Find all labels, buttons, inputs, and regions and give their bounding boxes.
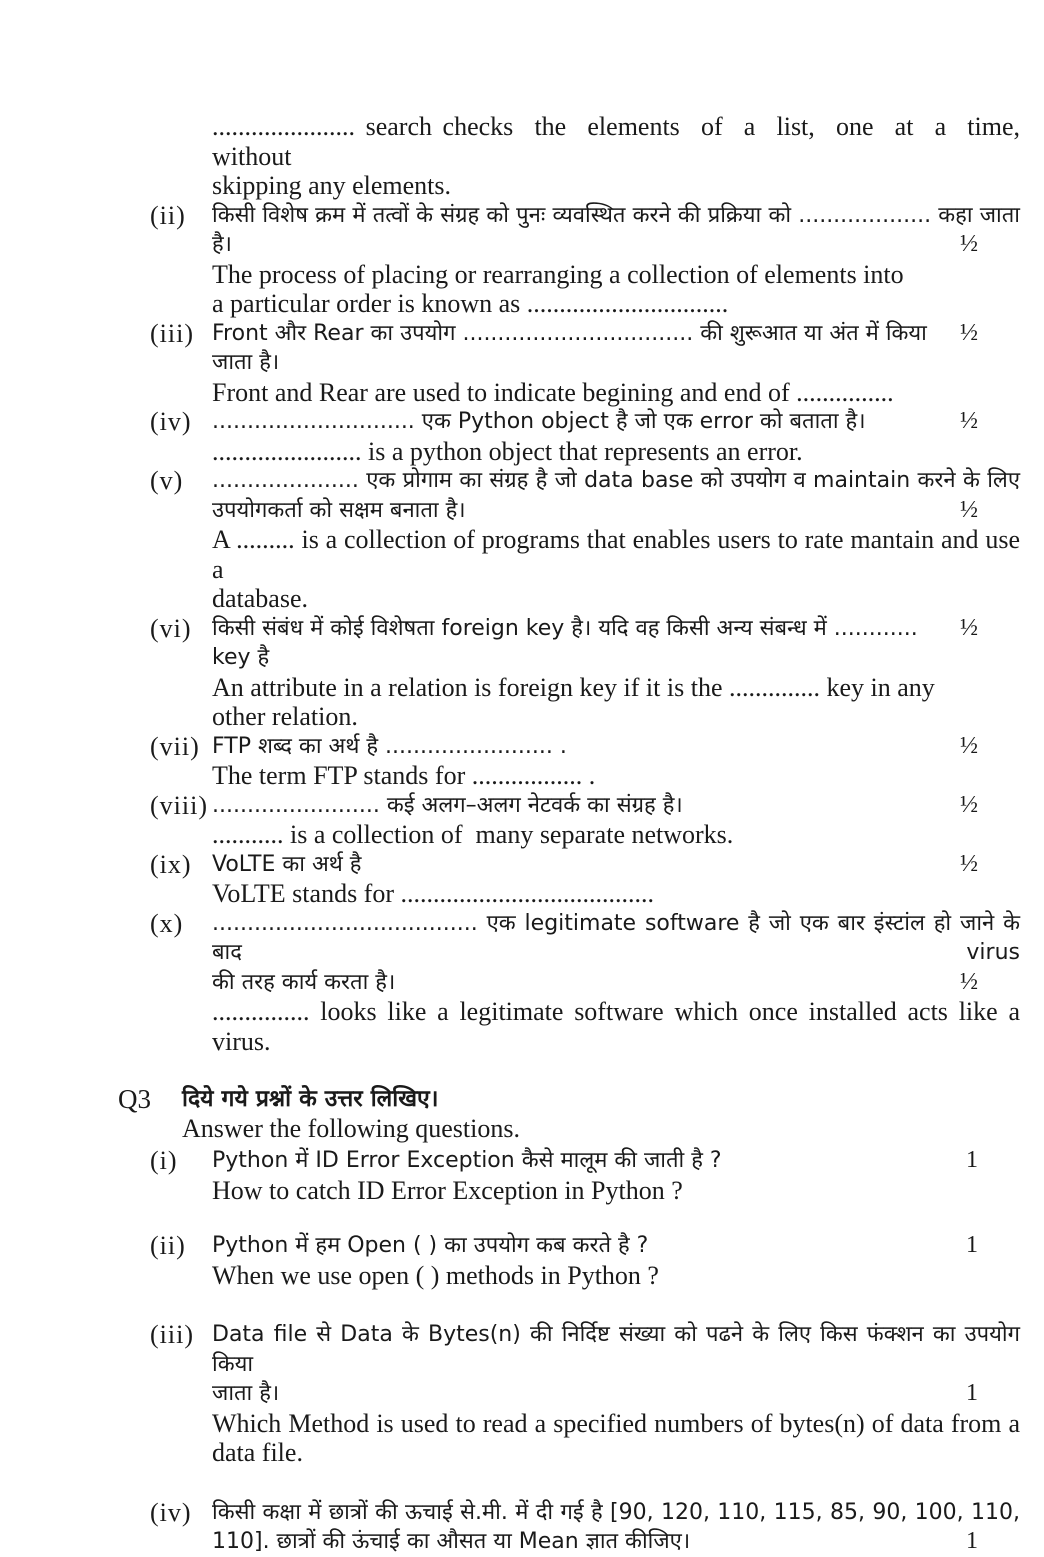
question-text: ..................... एक प्रोगाम का संग्रह है जो data base को उपयोग व maintain करने के लिए: [212, 468, 1020, 493]
question-line-en: [212, 112, 1033, 171]
question-line-en: [212, 1261, 1020, 1291]
item-body: [212, 909, 1027, 1057]
question-line-en: [212, 437, 1020, 467]
question-text: How to catch ID Error Exception in Python ?: [212, 1175, 683, 1205]
question-text: When we use open ( ) methods in Python ?: [212, 1260, 659, 1290]
item-marker: (ii): [150, 1231, 186, 1260]
question-item: [150, 1320, 1027, 1468]
question-item: [150, 319, 1020, 408]
question-text: VoLTE का अर्थ है: [212, 851, 362, 877]
item-body: [212, 1320, 1027, 1468]
question-item: [150, 112, 1033, 201]
question-text: किसी विशेष क्रम में तत्वों के संग्रह को पुनः व्यवस्थित करने की प्रक्रिया को ................... कहा जाता: [212, 202, 1020, 228]
question-line-hi: [212, 496, 1020, 526]
item-marker: (ii): [150, 200, 186, 230]
question-text: Python में ID Error Exception कैसे मालूम की जाती है ?: [212, 1148, 722, 1173]
question-item: [150, 791, 1020, 850]
question-text: The term FTP stands for ................. .: [212, 761, 596, 790]
item-marker: (vi): [150, 613, 192, 643]
item-marker: (iii): [150, 318, 194, 348]
question-line-en: [212, 260, 1020, 290]
question-line-en: [212, 879, 1020, 909]
question-line-hi: [212, 1527, 1020, 1557]
item-marker: (v): [150, 466, 184, 495]
q2-items-list: [150, 112, 1033, 1056]
question-text: The process of placing or rearranging a collection of elements into: [212, 259, 904, 289]
question-line-en: [212, 673, 1020, 703]
question-line-en: [212, 289, 1020, 319]
question-text: उपयोगकर्ता को सक्षम बनाता है।: [212, 497, 466, 523]
marks-value: ½: [960, 408, 978, 434]
question-line-en: [212, 525, 1027, 584]
question-line-hi: [212, 201, 1020, 231]
item-body: [212, 1146, 1020, 1205]
q3-heading-hindi: दिये गये प्रश्नों के उत्तर लिखिए।: [182, 1086, 439, 1112]
question-line-en: [212, 761, 1020, 791]
item-marker: (viii): [150, 790, 208, 820]
item-marker: (iv): [150, 1497, 192, 1527]
question-line-hi: [212, 1320, 1027, 1379]
question-line-hi: [212, 614, 1020, 673]
question-item: [150, 407, 1020, 466]
item-body: [212, 319, 1020, 408]
question-text: ....................... is a python object that represents an error.: [212, 436, 803, 466]
question-line-hi: [212, 1498, 1020, 1528]
item-body: [212, 1498, 1020, 1557]
question-text: ........................ कई अलग–अलग नेटवर्क का संग्रह है।: [212, 792, 683, 818]
question-text: Data file से Data के Bytes(n) की निर्दिष्ट संख्या को पढने के लिए किस फंक्शन का उपयोग किया: [212, 1322, 1027, 1377]
question-item: [150, 850, 1020, 909]
question-text: Which Method is used to read a specified numbers of bytes(n) of data from a: [212, 1408, 1020, 1438]
question-line-en: [212, 1409, 1020, 1439]
item-marker: (iv): [150, 407, 192, 436]
question-text: Front और Rear का उपयोग ................................. की शुरूआत या अंत में किया जाता है।: [212, 320, 934, 375]
item-body: [212, 1231, 1020, 1290]
question-line-hi: [212, 319, 1020, 378]
question-text: की तरह कार्य करता है।: [212, 969, 396, 995]
q3-items-list: [150, 1146, 1027, 1557]
marks-value: 1: [966, 1528, 978, 1554]
item-marker: (x): [150, 908, 184, 938]
question-line-hi: [212, 850, 1020, 880]
question-line-hi: [212, 466, 1020, 496]
question-line-hi: [212, 968, 1020, 998]
item-marker: (vii): [150, 731, 200, 761]
question-line-en: [212, 171, 1020, 201]
marks-value: ½: [960, 231, 978, 257]
question-line-en: [212, 997, 1027, 1056]
question-line-en: [212, 1176, 1020, 1206]
q3-number: Q3: [118, 1084, 151, 1114]
question-text: किसी कक्षा में छात्रों की ऊचाई से.मी. में दी गई है [90, 120, 110, 115, 85, 90, 100, 110,: [212, 1499, 1020, 1525]
question-text: ............................. एक Python object है जो एक error को बताता है।: [212, 409, 866, 434]
marks-value: ½: [960, 850, 978, 877]
question-line-hi: [212, 1379, 1020, 1409]
marks-value: 1: [966, 1147, 978, 1173]
question-line-hi: [212, 230, 1020, 260]
marks-value: ½: [960, 968, 978, 995]
item-body: [212, 112, 1033, 201]
question-text: ...................................... एक legitimate software है जो एक बार इंस्टांल हो जाने के बाद virus: [212, 910, 1027, 965]
marks-value: 1: [966, 1380, 978, 1406]
question-text: database.: [212, 584, 309, 613]
question-line-en: [212, 378, 1020, 408]
question-text: Front and Rear are used to indicate begining and end of ...............: [212, 377, 894, 407]
question-text: FTP शब्द का अर्थ है ........................ .: [212, 733, 567, 759]
question-line-en: [212, 1438, 1020, 1468]
q3-section-header: [118, 1084, 1020, 1144]
item-body: [212, 407, 1020, 466]
question-text: VoLTE stands for .......................................: [212, 879, 654, 908]
marks-value: ½: [960, 496, 978, 523]
question-item: [150, 732, 1020, 791]
question-text: ...................... search checks the elements of a list, one at a time, without: [212, 112, 1033, 171]
question-text: किसी संबंध में कोई विशेषता foreign key है। यदि वह किसी अन्य संबन्ध में ............ key है: [212, 615, 925, 670]
marks-value: 1: [966, 1232, 978, 1258]
question-line-hi: [212, 909, 1027, 968]
question-text: A ......... is a collection of programs that enables users to rate mantain and use a: [212, 525, 1027, 584]
item-body: [212, 201, 1020, 319]
question-line-hi: [212, 407, 1020, 437]
question-item: [150, 1146, 1020, 1205]
question-item: [150, 908, 1027, 1057]
question-text: ............... looks like a legitimate software which once installed acts like a virus.: [212, 997, 1027, 1056]
item-marker: (iii): [150, 1320, 194, 1349]
question-item: [150, 614, 1020, 732]
item-body: [212, 791, 1020, 850]
question-text: data file.: [212, 1438, 303, 1467]
item-marker: (i): [150, 1146, 178, 1175]
question-text: है।: [212, 232, 233, 257]
question-item: [150, 1231, 1020, 1290]
question-line-hi: [212, 1231, 1020, 1261]
marks-value: ½: [960, 319, 978, 346]
question-line-hi: [212, 791, 1020, 821]
question-line-hi: [212, 1146, 1020, 1176]
marks-value: ½: [960, 732, 978, 759]
question-line-hi: [212, 732, 1020, 762]
item-body: [212, 614, 1020, 732]
question-text: other relation.: [212, 702, 358, 731]
question-text: 110]. छात्रों की ऊंचाई का औसत या Mean ज्ञात कीजिए।: [212, 1529, 691, 1554]
item-body: [212, 466, 1027, 614]
page-content: [118, 112, 1033, 1557]
q3-headings: [182, 1084, 520, 1144]
question-item: [150, 201, 1020, 319]
question-text: a particular order is known as ...............................: [212, 289, 729, 318]
question-line-en: [212, 584, 1020, 614]
question-line-en: [212, 702, 1020, 732]
item-body: [212, 732, 1020, 791]
marks-value: ½: [960, 791, 978, 818]
question-item: [150, 1498, 1020, 1557]
question-text: skipping any elements.: [212, 171, 452, 200]
question-text: Python में हम Open ( ) का उपयोग कब करते है ?: [212, 1233, 649, 1258]
question-text: जाता है।: [212, 1381, 280, 1406]
question-text: An attribute in a relation is foreign key if it is the .............. key in any: [212, 672, 935, 702]
question-text: ........... is a collection of many separate networks.: [212, 820, 734, 849]
marks-value: ½: [960, 614, 978, 641]
item-body: [212, 850, 1020, 909]
question-line-en: [212, 820, 1020, 850]
q3-heading-english: Answer the following questions.: [182, 1114, 520, 1143]
question-item: [150, 466, 1027, 614]
item-marker: (ix): [150, 849, 192, 879]
